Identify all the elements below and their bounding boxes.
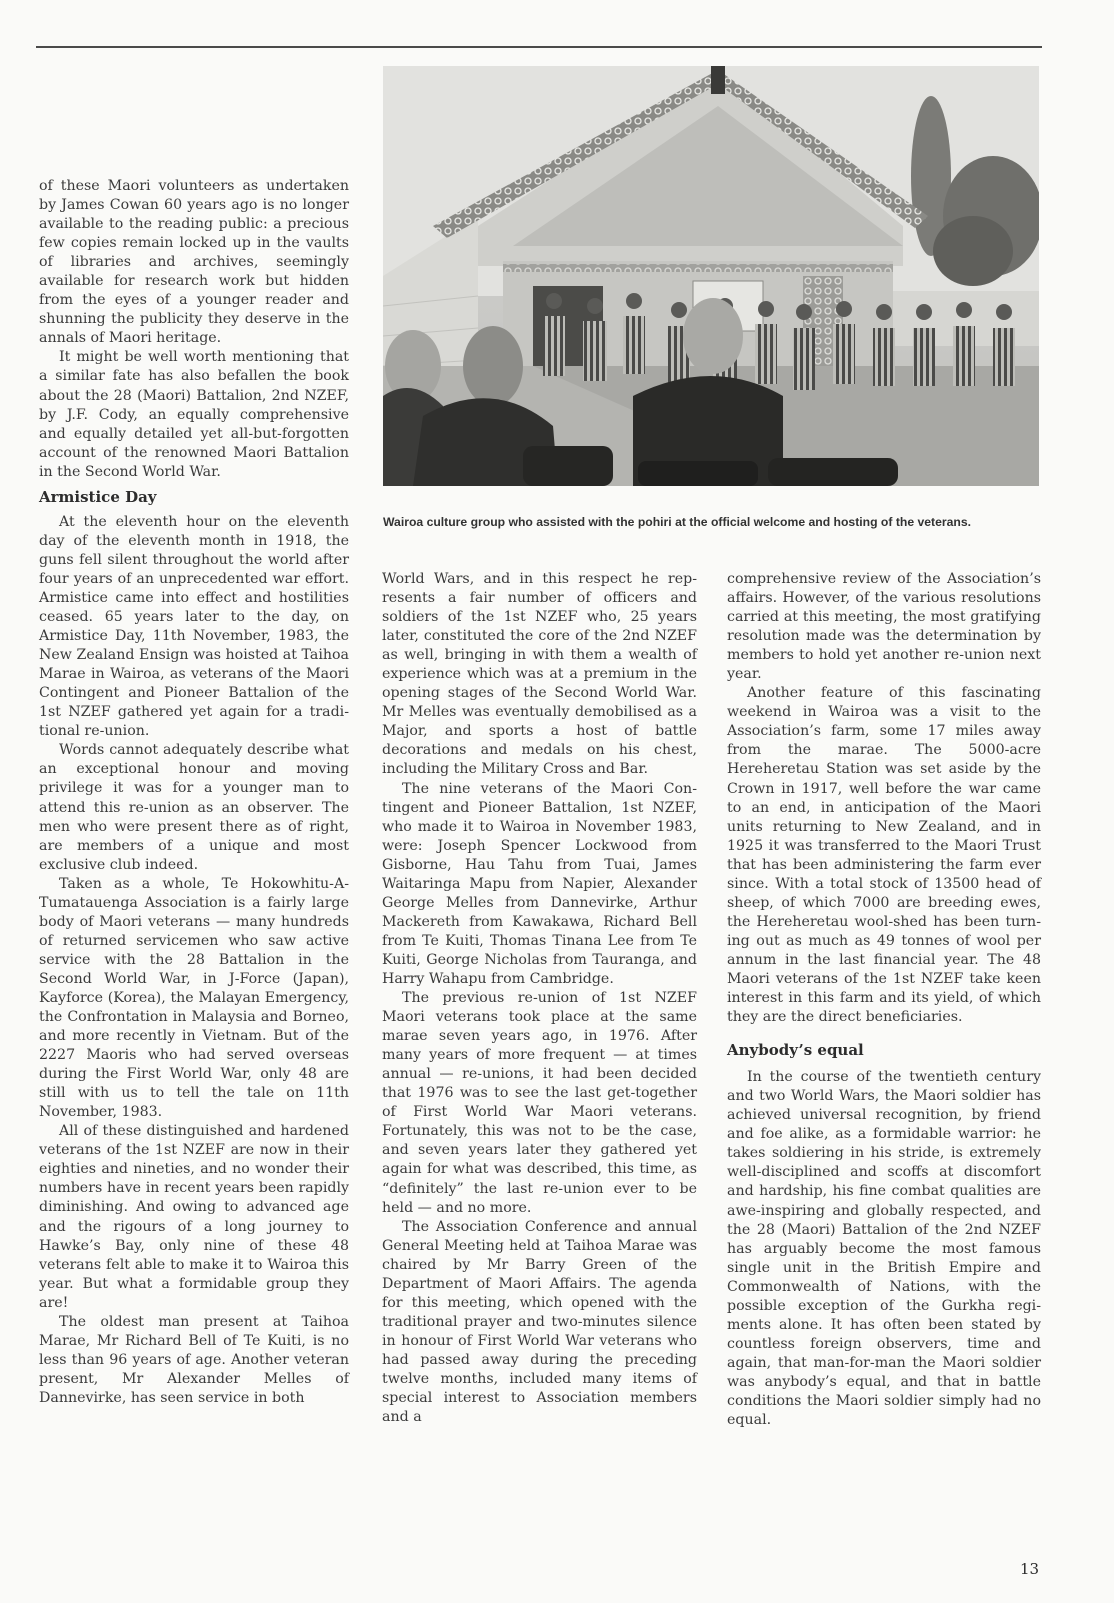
paragraph: World Wars, and in this respect he represents a fair number of officers and soldiers of the 1st NZEF who, 25 years later, constituted the core of the 2nd NZEF as well, bringing in with them a wealth of experience which was at a premium in the opening stages of the Second World War. Mr Melles was eventually demobilised as a Major, and sports a host of battle decorations and medals on his chest, including the Military Cross and Bar. <box>382 571 697 778</box>
paragraph: The oldest man present at Taihoa Marae, Mr Richard Bell of Te Kuiti, is no less than 96 years of age. Another veteran present, Mr Alexander Melles of Dannevirke, has seen service in both <box>39 1313 349 1406</box>
meeting-house-photo-illustration <box>383 66 1039 486</box>
paragraph: The nine veterans of the Maori Contingent and Pioneer Battalion, 1st NZEF, who made it to Wairoa in November 1983, were: Joseph Spencer Lockwood from Gisborne, Hau Tahu from Tuai, James Waitaringa Mapu from Napier, Alexander George Melles from Dannevirke, Arthur Mackereth from Kawakawa, Richard Bell from Te Kuiti, Thomas Tinana Lee from Te Kuiti, George Nicholas from Tauranga, and Harry Wahapu from Cambridge. <box>382 780 697 987</box>
column-1 <box>39 177 349 1408</box>
section-heading-anybodys-equal: Anybody’s equal <box>727 1041 864 1060</box>
column-3 <box>727 570 1041 1430</box>
top-rule <box>36 46 1042 48</box>
paragraph: The Association Conference and annual General Meeting held at Taihoa Marae was chaired by Mr Barry Green of the Department of Maori Affairs. The agenda for this meeting, which opened with the traditional prayer and two-minutes silence in honour of First World War veterans who had passed away during the preceding twelve months, included many items of special interest to Association members and a <box>382 1218 697 1426</box>
photo-wairoa-culture-group <box>383 66 1039 486</box>
paragraph: In the course of the twentieth century and two World Wars, the Maori soldier has achieved universal recognition, by friend and foe alike, as a formidable warrior: he takes soldiering in his stride, is extremely well-disciplined and scoffs at discomfort and hardship, his fine combat qualities are awe-inspiring and globally respected, and the 28 (Maori) Battalion of the 2nd NZEF has arguably become the most famous single unit in the British Empire and Commonwealth of Nations, with the possible exception of the Gurkha regiments alone. It has often been stated by countless foreign observers, time and again, that man-for-man the Maori soldier was anybody’s equal, and that in battle conditions the Maori soldier simply had no equal. <box>727 1069 1041 1429</box>
column-2 <box>382 570 697 1427</box>
paragraph: comprehensive review of the Association’s affairs. However, of the various resolutions carried at this meeting, the most gratifying resolution made was the determination by members to hold yet another re-union next year. <box>727 571 1041 683</box>
paragraph: of these Maori volunteers as undertaken by James Cowan 60 years ago is no longer available to the reading public: a precious few copies remain locked up in the vaults of libraries and archives, seemingly available for research work but hidden from the eyes of a younger reader and shunning the publicity they deserve in the annals of Maori heritage. <box>39 178 349 347</box>
paragraph: At the eleventh hour on the eleventh day of the eleventh month in 1918, the guns fell silent throughout the world after four years of an unprecedented war effort. Armistice came into effect and hostilities ceased. 65 years later to the day, on Armistice Day, 11th November, 1983, the New Zealand Ensign was hoisted at Taihoa Marae in Wairoa, as veterans of the Maori Contingent and Pioneer Battalion of the 1st NZEF gathered yet again for a traditional re-union. <box>39 513 349 740</box>
paragraph: All of these distinguished and hardened veterans of the 1st NZEF are now in their eighties and nineties, and no wonder their numbers have in recent years been rapidly diminishing. And owing to advanced age and the rigours of a long journey to Hawke’s Bay, only nine of these 48 veterans felt able to make it to Wairoa this year. But what a formidable group they are! <box>39 1123 349 1311</box>
page-number: 13 <box>1020 1560 1040 1578</box>
paragraph: Words cannot adequately describe what an exceptional honour and moving privilege it was for a younger man to attend this re-union as an observer. The men who were present there as of right, are members of a unique and most exclusive club indeed. <box>39 742 349 873</box>
section-heading-armistice-day: Armistice Day <box>39 487 157 506</box>
paragraph: Another feature of this fascinating weekend in Wairoa was a visit to the Association’s farm, some 17 miles away from the marae. The 5000-acre Hereheretau Station was set aside by the Crown in 1917, well before the war came to an end, in anticipation of the Maori units returning to New Zealand, and in 1925 it was transferred to the Maori Trust that has been administering the farm ever since. With a total stock of 13500 head of sheep, of which 7000 are breeding ewes, the Hereheretau wool-shed has been turning out as much as 49 tonnes of wool per annum in the last financial year. The 48 Maori veterans of the 1st NZEF take keen interest in this farm and its yield, of which they are the direct beneficiaries. <box>727 685 1041 1026</box>
photo-caption: Wairoa culture group who assisted with the pohiri at the official welcome and hosting of the veterans. <box>383 515 972 529</box>
paragraph: Taken as a whole, Te Hokowhitu-A-Tumatauenga Association is a fairly large body of Maori veterans — many hundreds of returned servicemen who saw active service with the 28 Battalion in the Second World War, in J-Force (Japan), Kayforce (Korea), the Malayan Emergency, the Confrontation in Malaysia and Borneo, and more recently in Vietnam. But of the 2227 Maoris who had served overseas during the First World War, only 48 are still with us to tell the tale on 11th November, 1983. <box>39 875 349 1121</box>
paragraph: The previous re-union of 1st NZEF Maori veterans took place at the same marae seven years ago, in 1976. After many years of more frequent — at times annual — re-unions, it had been decided that 1976 was to see the last get-together of First World War Maori veterans. Fortunately, this was not to be the case, and seven years later they gathered yet again for what was described, this time, as “definitely” the last re-union ever to be held — and no more. <box>382 990 697 1216</box>
paragraph: It might be well worth mentioning that a similar fate has also befallen the book about the 28 (Maori) Battalion, 2nd NZEF, by J.F. Cody, an equally comprehensive and equally detailed yet all-but-forgotten account of the renowned Maori Battalion in the Second World War. <box>39 349 349 480</box>
